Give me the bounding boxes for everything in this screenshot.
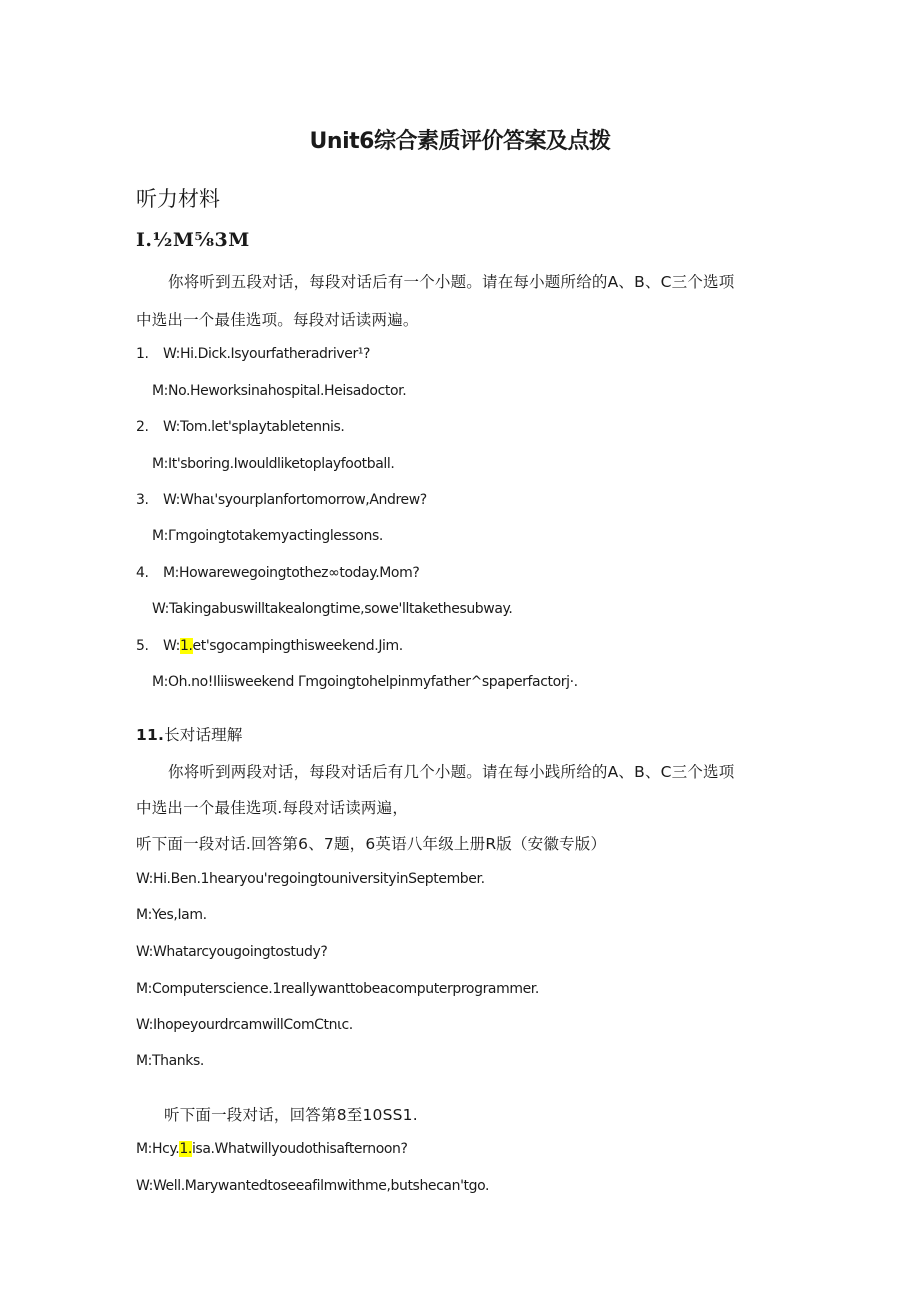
item-number: 1. — [136, 346, 149, 362]
question-text: M:Howarewegoingtothez∞today.Mom? — [163, 565, 420, 581]
dialog1-intro: 听下面一段对话.回答第6、7题，6英语八年级上册R版（安徽专版） — [136, 835, 607, 853]
section2-instruction-line2: 中选出一个最佳选项.每段对话读两遍， — [136, 799, 409, 817]
section1-heading: I.½M⅝3M — [136, 229, 250, 251]
section2-heading-number: 11. — [136, 726, 165, 744]
dialog-item-5-question — [136, 638, 403, 654]
page-title: Unit6综合素质评价答案及点拨 — [309, 129, 611, 154]
dialog2-line-2: W:Well.Marywantedtoseeafilmwithme,butshecan'tgo. — [136, 1178, 490, 1194]
dialog-item-2-question — [136, 419, 344, 435]
item-number: 4. — [136, 565, 149, 581]
highlighted-text: 1. — [179, 1141, 192, 1157]
section2-heading — [136, 723, 243, 745]
dialog-item-5-answer: M:Oh.no!Iliisweekend Γmgoingtohelpinmyfather^spaperfactorj·. — [152, 674, 578, 690]
dialog-item-3-question — [136, 492, 427, 508]
dialog-item-1-question — [136, 346, 370, 362]
section1-instruction-line1: 你将听到五段对话，每段对话后有一个小题。请在每小题所给的A、B、C三个选项 — [168, 273, 735, 291]
section2-instruction-line1: 你将听到两段对话，每段对话后有几个小题。请在每小践所给的A、B、C三个选项 — [168, 763, 735, 781]
dialog-item-4-answer: W:Takingabuswilltakealongtime,sowe'lltakethesubway. — [152, 601, 513, 617]
section-heading-listening: 听力材料 — [136, 187, 220, 211]
highlighted-text: 1. — [179, 638, 193, 654]
dialog-item-3-answer: M:Γmgoingtotakemyactinglessons. — [152, 528, 383, 544]
dialog1-line: M:Yes,Iam. — [136, 907, 207, 923]
line-prefix: M:Hcy. — [136, 1141, 180, 1157]
question-prefix: W: — [163, 638, 180, 654]
dialog-item-1-answer: M:No.Heworksinahospital.Heisadoctor. — [152, 383, 407, 399]
section2-heading-text: 长对话理解 — [164, 726, 243, 744]
item-number: 3. — [136, 492, 149, 508]
question-suffix: et'sgocampingthisweekend.Jim. — [192, 638, 403, 654]
item-number: 2. — [136, 419, 149, 435]
dialog2-intro: 听下面一段对话，回答第8至10SS1. — [164, 1106, 418, 1124]
item-number: 5. — [136, 638, 149, 654]
question-text: W:Whaι'syourplanfortomorrow,Andrew? — [163, 492, 427, 508]
dialog1-line: W:Whatarcyougoingtostudy? — [136, 944, 328, 960]
dialog1-line: M:Thanks. — [136, 1053, 204, 1069]
dialog1-line: W:IhopeyourdrcamwillComCtnιc. — [136, 1017, 353, 1033]
section1-instruction-line2: 中选出一个最佳选项。每段对话读两遍。 — [136, 311, 419, 329]
dialog2-line-1 — [136, 1141, 408, 1157]
question-text: W:Tom.let'splaytabletennis. — [163, 419, 345, 435]
dialog-item-4-question — [136, 565, 419, 581]
dialog1-line: W:Hi.Ben.1hearyou'regoingtouniversityinSeptember. — [136, 871, 485, 887]
dialog1-line: M:Computerscience.1reallywanttobeacomputerprogrammer. — [136, 981, 539, 997]
dialog-item-2-answer: M:It'sboring.Iwouldliketoplayfootball. — [152, 456, 395, 472]
question-text: W:Hi.Dick.Isyourfatheradriver¹? — [163, 346, 371, 362]
line-suffix: isa.Whatwillyoudothisafternoon? — [191, 1141, 408, 1157]
